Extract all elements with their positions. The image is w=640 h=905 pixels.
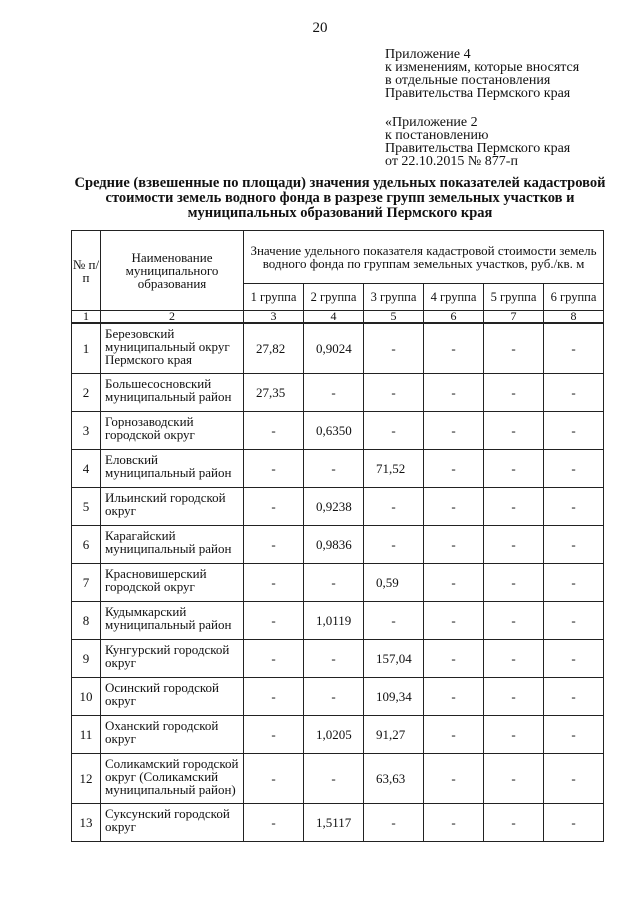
group-1-value: - (244, 678, 304, 716)
group-3-value: - (364, 374, 424, 412)
row-number: 1 (72, 323, 101, 374)
group-4-value: - (424, 526, 484, 564)
group-2-value: - (304, 564, 364, 602)
municipality-name: Ильинский городской округ (101, 488, 244, 526)
table-row (72, 450, 604, 488)
column-number: 5 (364, 311, 424, 324)
appendix-line: к постановлению (385, 128, 489, 143)
table-row (72, 602, 604, 640)
header-value: Значение удельного показателя кадастровой стоимости земель водного фонда по группам земельных участков, руб./кв. м (244, 231, 604, 284)
table-row (72, 754, 604, 804)
group-1-value: - (244, 412, 304, 450)
group-3-value: - (364, 804, 424, 842)
row-number: 2 (72, 374, 101, 412)
column-number: 3 (244, 311, 304, 324)
municipality-name: Соликамский городской округ (Соликамский муниципальный район) (101, 754, 244, 804)
group-1-value: - (244, 526, 304, 564)
municipality-name: Кунгурский городской округ (101, 640, 244, 678)
appendix-line: «Приложение 2 (385, 115, 478, 130)
cadastral-value-table (71, 230, 604, 842)
group-4-value: - (424, 450, 484, 488)
group-6-value: - (544, 754, 604, 804)
group-4-value: - (424, 754, 484, 804)
group-4-value: - (424, 412, 484, 450)
row-number: 7 (72, 564, 101, 602)
group-4-value: - (424, 602, 484, 640)
group-6-value: - (544, 488, 604, 526)
group-2-value: 0,9238 (304, 488, 364, 526)
column-number: 4 (304, 311, 364, 324)
group-5-value: - (484, 678, 544, 716)
group-6-value: - (544, 526, 604, 564)
group-4-value: - (424, 323, 484, 374)
group-3-value: 91,27 (364, 716, 424, 754)
group-5-value: - (484, 564, 544, 602)
group-3-value: - (364, 602, 424, 640)
row-number: 3 (72, 412, 101, 450)
column-number: 1 (72, 311, 101, 324)
appendix-header (385, 48, 579, 168)
group-5-value: - (484, 412, 544, 450)
group-3-value: - (364, 488, 424, 526)
appendix-line: Приложение 4 (385, 47, 471, 62)
group-4-value: - (424, 564, 484, 602)
group-6-value: - (544, 450, 604, 488)
header-group-2: 2 группа (304, 284, 364, 311)
group-1-value: - (244, 640, 304, 678)
group-4-value: - (424, 374, 484, 412)
group-5-value: - (484, 640, 544, 678)
table-row (72, 804, 604, 842)
group-6-value: - (544, 678, 604, 716)
group-3-value: 157,04 (364, 640, 424, 678)
table-row (72, 526, 604, 564)
group-3-value: - (364, 323, 424, 374)
column-number: 6 (424, 311, 484, 324)
row-number: 10 (72, 678, 101, 716)
group-5-value: - (484, 804, 544, 842)
column-number: 2 (101, 311, 244, 324)
group-1-value: - (244, 450, 304, 488)
group-6-value: - (544, 602, 604, 640)
group-5-value: - (484, 602, 544, 640)
group-4-value: - (424, 678, 484, 716)
group-2-value: 0,9836 (304, 526, 364, 564)
document-title: Средние (взвешенные по площади) значения удельных показателей кадастровой стоимости земель водного фонда в разрезе групп земельных участков и муниципальных образований Пермского края (74, 175, 606, 221)
table-row (72, 412, 604, 450)
row-number: 12 (72, 754, 101, 804)
group-2-value: 0,9024 (304, 323, 364, 374)
header-number: № п/п (72, 231, 101, 311)
row-number: 6 (72, 526, 101, 564)
group-5-value: - (484, 450, 544, 488)
group-1-value: 27,82 (244, 323, 304, 374)
group-4-value: - (424, 640, 484, 678)
appendix-line: Правительства Пермского края (385, 86, 571, 101)
column-number: 7 (484, 311, 544, 324)
appendix-line: Правительства Пермского края (385, 141, 571, 156)
group-2-value: 1,0119 (304, 602, 364, 640)
appendix-line: в отдельные постановления (385, 73, 551, 88)
group-5-value: - (484, 716, 544, 754)
group-1-value: - (244, 804, 304, 842)
municipality-name: Березовский муниципальный округ Пермского края (101, 323, 244, 374)
group-1-value: - (244, 488, 304, 526)
group-4-value: - (424, 804, 484, 842)
row-number: 8 (72, 602, 101, 640)
table-row (72, 640, 604, 678)
group-6-value: - (544, 323, 604, 374)
row-number: 4 (72, 450, 101, 488)
column-number-row (72, 311, 604, 324)
group-2-value: - (304, 450, 364, 488)
row-number: 5 (72, 488, 101, 526)
table-row (72, 488, 604, 526)
group-6-value: - (544, 716, 604, 754)
group-4-value: - (424, 716, 484, 754)
group-1-value: 27,35 (244, 374, 304, 412)
group-3-value: 71,52 (364, 450, 424, 488)
column-number: 8 (544, 311, 604, 324)
header-group-6: 6 группа (544, 284, 604, 311)
table-row (72, 564, 604, 602)
group-3-value: 63,63 (364, 754, 424, 804)
group-6-value: - (544, 412, 604, 450)
header-name: Наименование муниципального образования (101, 231, 244, 311)
group-5-value: - (484, 374, 544, 412)
header-group-4: 4 группа (424, 284, 484, 311)
group-6-value: - (544, 804, 604, 842)
group-2-value: - (304, 678, 364, 716)
table-row (72, 374, 604, 412)
group-6-value: - (544, 640, 604, 678)
group-3-value: - (364, 526, 424, 564)
municipality-name: Карагайский муниципальный район (101, 526, 244, 564)
header-group-1: 1 группа (244, 284, 304, 311)
group-1-value: - (244, 716, 304, 754)
group-5-value: - (484, 526, 544, 564)
municipality-name: Еловский муниципальный район (101, 450, 244, 488)
municipality-name: Большесосновский муниципальный район (101, 374, 244, 412)
group-2-value: - (304, 640, 364, 678)
group-5-value: - (484, 323, 544, 374)
municipality-name: Горнозаводский городской округ (101, 412, 244, 450)
group-5-value: - (484, 488, 544, 526)
municipality-name: Кудымкарский муниципальный район (101, 602, 244, 640)
group-2-value: 0,6350 (304, 412, 364, 450)
appendix-line: от 22.10.2015 № 877-п (385, 154, 518, 169)
municipality-name: Осинский городской округ (101, 678, 244, 716)
group-3-value: 0,59 (364, 564, 424, 602)
municipality-name: Красновишерский городской округ (101, 564, 244, 602)
group-1-value: - (244, 754, 304, 804)
header-group-5: 5 группа (484, 284, 544, 311)
group-2-value: 1,0205 (304, 716, 364, 754)
group-2-value: - (304, 374, 364, 412)
group-5-value: - (484, 754, 544, 804)
table-row (72, 716, 604, 754)
group-4-value: - (424, 488, 484, 526)
group-1-value: - (244, 602, 304, 640)
group-3-value: - (364, 412, 424, 450)
group-1-value: - (244, 564, 304, 602)
row-number: 13 (72, 804, 101, 842)
group-2-value: - (304, 754, 364, 804)
municipality-name: Суксунский городской округ (101, 804, 244, 842)
group-6-value: - (544, 564, 604, 602)
row-number: 11 (72, 716, 101, 754)
table-row (72, 323, 604, 374)
group-6-value: - (544, 374, 604, 412)
appendix-line: к изменениям, которые вносятся (385, 60, 580, 75)
table-row (72, 678, 604, 716)
municipality-name: Оханский городской округ (101, 716, 244, 754)
row-number: 9 (72, 640, 101, 678)
page-number: 20 (312, 20, 328, 36)
header-group-3: 3 группа (364, 284, 424, 311)
group-3-value: 109,34 (364, 678, 424, 716)
group-2-value: 1,5117 (304, 804, 364, 842)
